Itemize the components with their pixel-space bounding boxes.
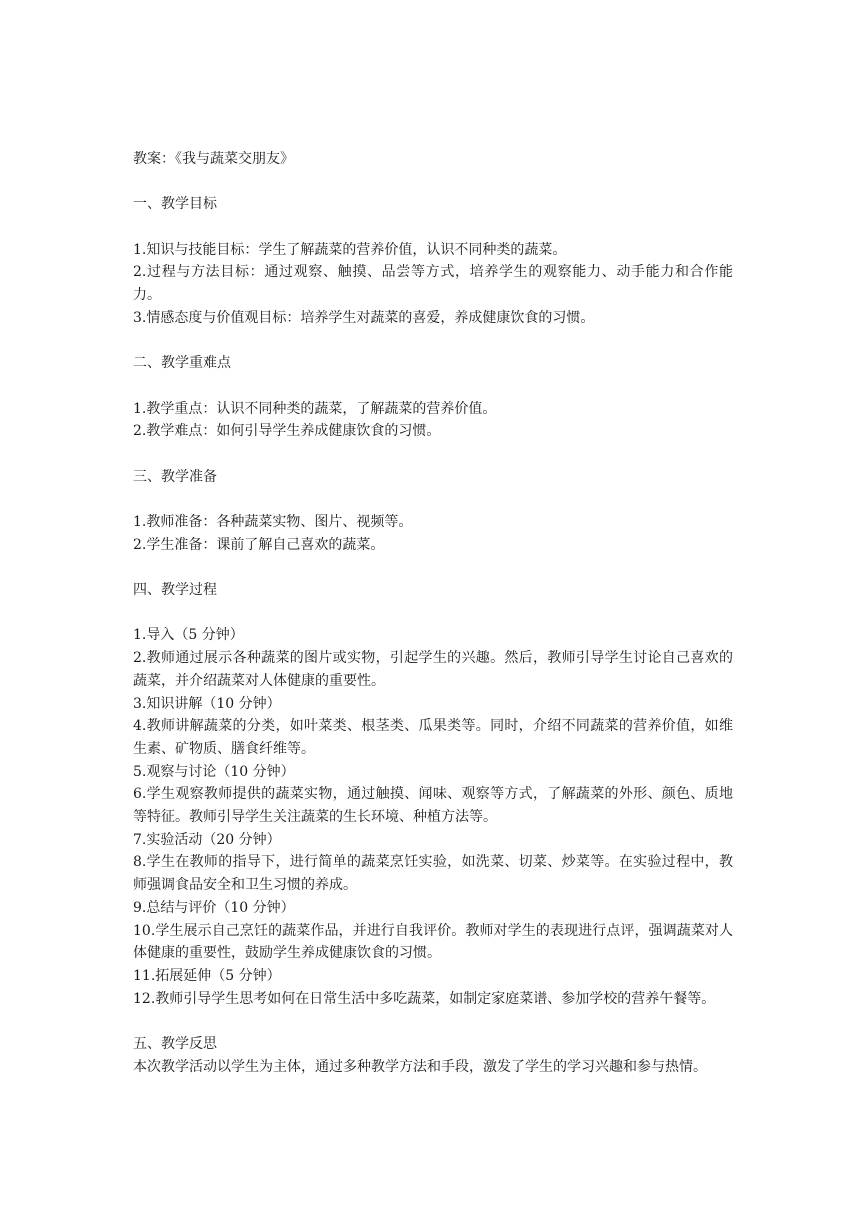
list-item: 11.拓展延伸（5 分钟） [133, 967, 281, 984]
spacer [133, 330, 733, 353]
list-item: 4.教师讲解蔬菜的分类，如叶菜类、根茎类、瓜果类等。同时，介绍不同蔬菜的营养价值，如维生素、矿物质、膳食纤维等。 [133, 718, 733, 757]
list-item: 3.知识讲解（10 分钟） [133, 695, 281, 712]
reflection-paragraph: 本次教学活动以学生为主体，通过多种教学方法和手段，激发了学生的学习兴趣和参与热情。 [133, 1058, 707, 1075]
list-item: 8.学生在教师的指导下，进行简单的蔬菜烹饪实验，如洗菜、切菜、炒菜等。在实验过程中，教师强调食品安全和卫生习惯的养成。 [133, 854, 733, 894]
section-heading-process: 四、教学过程 [133, 582, 217, 599]
spacer [133, 488, 733, 511]
list-item: 3.情感态度与价值观目标：培养学生对蔬菜的喜爱，养成健康饮食的习惯。 [133, 309, 595, 326]
list-item: 2.教学难点：如何引导学生养成健康饮食的习惯。 [133, 423, 441, 440]
list-item: 1.教学重点：认识不同种类的蔬菜，了解蔬菜的营养价值。 [133, 400, 497, 417]
section-heading-key-points: 二、教学重难点 [133, 355, 231, 372]
list-item: 7.实验活动（20 分钟） [133, 831, 281, 848]
document-title: 教案：《我与蔬菜交朋友》 [133, 151, 294, 167]
list-item: 2.学生准备：课前了解自己喜欢的蔬菜。 [133, 536, 385, 553]
list-item: 1.知识与技能目标：学生了解蔬菜的营养价值，认识不同种类的蔬菜。 [133, 241, 567, 258]
spacer [133, 216, 733, 239]
list-item: 2.过程与方法目标：通过观察、触摸、品尝等方式，培养学生的观察能力、动手能力和合作能力。 [133, 264, 733, 304]
list-item: 1.教师准备：各种蔬菜实物、图片、视频等。 [133, 514, 413, 531]
section-heading-preparation: 三、教学准备 [133, 468, 217, 485]
spacer [133, 443, 733, 466]
section-heading-reflection: 五、教学反思 [133, 1036, 217, 1053]
spacer [133, 602, 733, 625]
spacer [133, 556, 733, 579]
list-item: 6.学生观察教师提供的蔬菜实物，通过触摸、闻味、观察等方式，了解蔬菜的外形、颜色、质地等特征。教师引导学生关注蔬菜的生长环境、种植方法等。 [133, 786, 733, 826]
list-item: 12.教师引导学生思考如何在日常生活中多吃蔬菜，如制定家庭菜谱、参加学校的营养午餐等。 [133, 990, 716, 1007]
section-heading-objectives: 一、教学目标 [133, 196, 217, 213]
spacer [133, 1010, 733, 1033]
list-item: 10.学生展示自己烹饪的蔬菜作品，并进行自我评价。教师对学生的表现进行点评，强调蔬菜对人体健康的重要性，鼓励学生养成健康饮食的习惯。 [133, 922, 733, 962]
list-item: 5.观察与讨论（10 分钟） [133, 763, 295, 780]
spacer [133, 171, 733, 194]
list-item: 1.导入（5 分钟） [133, 627, 244, 644]
spacer [133, 375, 733, 398]
document-page [133, 148, 733, 1078]
list-item: 9.总结与评价（10 分钟） [133, 899, 295, 916]
list-item: 2.教师通过展示各种蔬菜的图片或实物，引起学生的兴趣。然后，教师引导学生讨论自己喜欢的蔬菜，并介绍蔬菜对人体健康的重要性。 [133, 650, 733, 689]
